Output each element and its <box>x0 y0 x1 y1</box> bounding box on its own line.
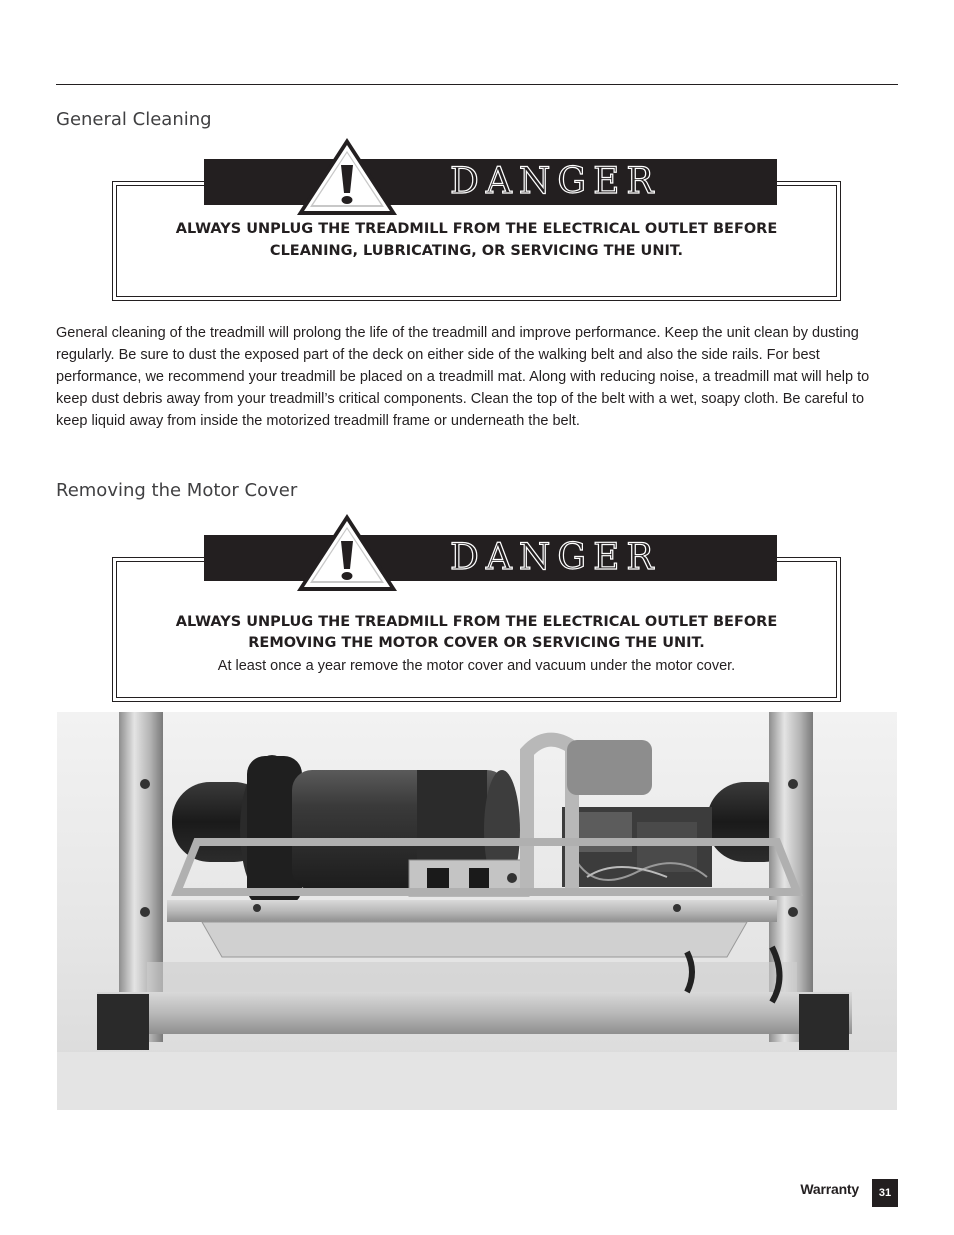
danger-banner-cleaning <box>204 159 777 205</box>
section-title-general-cleaning: General Cleaning <box>56 109 212 130</box>
footer-section-label: Warranty <box>800 1181 859 1197</box>
warning-triangle-icon <box>296 513 398 593</box>
motor-cover-note: At least once a year remove the motor cover and vacuum under the motor cover. <box>217 658 736 674</box>
danger-message-motor-cover: ALWAYS UNPLUG THE TREADMILL FROM THE ELECTRICAL OUTLET BEFORE REMOVING THE MOTOR COVER OR SERVICING THE UNIT. <box>175 614 778 651</box>
page-number: 31 <box>872 1179 898 1207</box>
header-rule <box>56 84 898 85</box>
warning-triangle-icon <box>296 137 398 217</box>
treadmill-motor-photo <box>57 712 897 1110</box>
general-cleaning-paragraph: General cleaning of the treadmill will prolong the life of the treadmill and improve performance. Keep the unit clean by dusting regularly. Be sure to dust the exposed part of the deck on either side of the walking belt and also the side rails. For best performance, we recommend your treadmill be placed on a treadmill mat. Along with reducing noise, a treadmill mat will help to keep dust debris away from your treadmill’s critical components. Clean the top of the belt with a wet, soapy cloth. Be careful to keep liquid away from inside the motorized treadmill frame or underneath the belt. <box>56 325 870 429</box>
danger-word: DANGER <box>450 161 661 202</box>
danger-banner-motor-cover <box>204 535 777 581</box>
danger-message-cleaning: ALWAYS UNPLUG THE TREADMILL FROM THE ELECTRICAL OUTLET BEFORE CLEANING, LUBRICATING, OR SERVICING THE UNIT. <box>175 221 778 259</box>
section-title-removing-motor-cover: Removing the Motor Cover <box>56 480 298 501</box>
danger-word: DANGER <box>450 537 661 578</box>
